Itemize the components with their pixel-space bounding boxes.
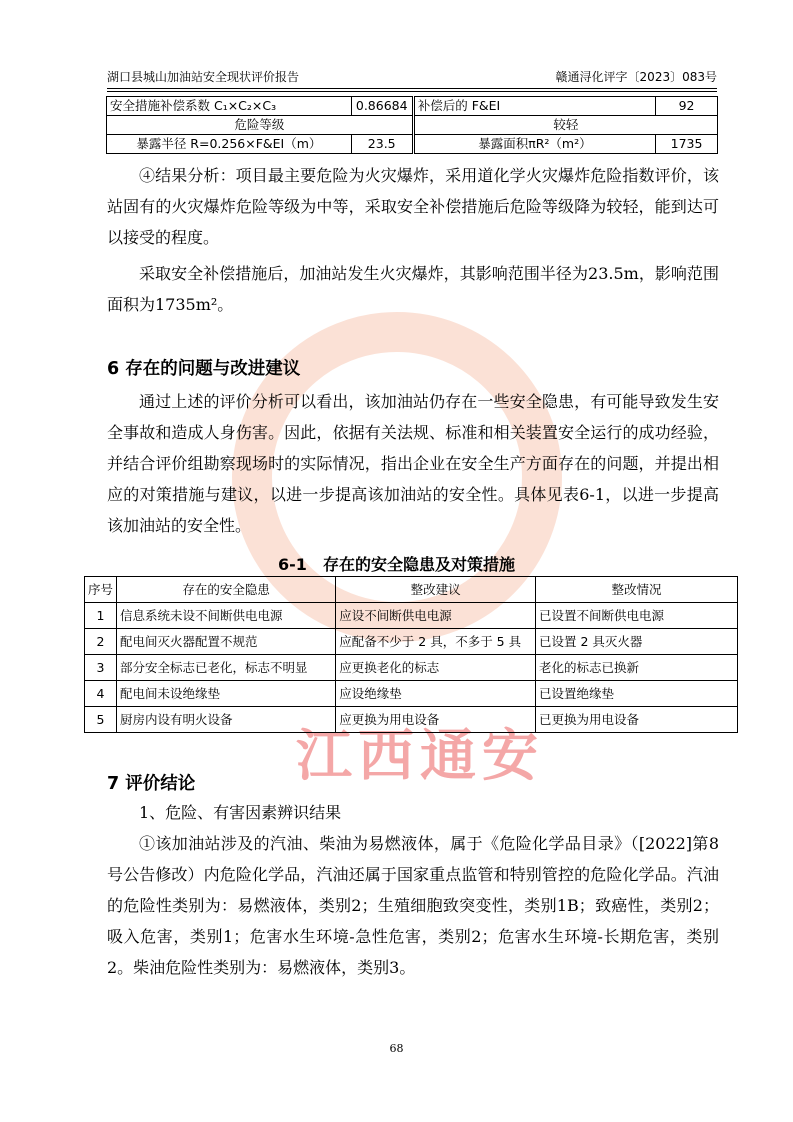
table-cell: 应更换为用电设备 bbox=[336, 707, 536, 733]
table-caption: 6-1 存在的安全隐患及对策措施 bbox=[278, 555, 515, 574]
table-cell: 信息系统未设不间断供电电源 bbox=[117, 603, 336, 629]
table-header-row bbox=[85, 577, 738, 603]
table-cell: 5 bbox=[85, 707, 117, 733]
subheading-identification: 1、危险、有害因素辨识结果 bbox=[139, 803, 342, 822]
table-row bbox=[85, 681, 738, 707]
table-cell: 已设置绝缘垫 bbox=[535, 681, 737, 707]
table-cell: 较轻 bbox=[413, 116, 717, 135]
table-cell: 已设置不间断供电电源 bbox=[535, 603, 737, 629]
table-cell: 1 bbox=[85, 603, 117, 629]
page-header bbox=[107, 68, 717, 89]
table-cell: 配电间未设绝缘垫 bbox=[117, 681, 336, 707]
table-row bbox=[85, 655, 738, 681]
section-heading-6: 6 存在的问题与改进建议 bbox=[107, 359, 301, 379]
watermark-seal-text: 江西通安 bbox=[296, 724, 544, 789]
table-row bbox=[107, 135, 718, 154]
fei-summary-table bbox=[106, 96, 718, 154]
table-cell: 4 bbox=[85, 681, 117, 707]
table-cell: 应设绝缘垫 bbox=[336, 681, 536, 707]
table-cell: 应配备不少于 2 具，不多于 5 具 bbox=[336, 629, 536, 655]
table-cell: 危险等级 bbox=[107, 116, 414, 135]
table-cell: 应更换老化的标志 bbox=[336, 655, 536, 681]
table-row bbox=[85, 629, 738, 655]
header-title: 湖口县城山加油站安全现状评价报告 bbox=[107, 70, 300, 84]
table-row bbox=[85, 603, 738, 629]
table-cell: 配电间灭火器配置不规范 bbox=[117, 629, 336, 655]
table-cell: 已更换为用电设备 bbox=[535, 707, 737, 733]
paragraph-exposure: 采取安全补偿措施后，加油站发生火灾爆炸，其影响范围半径为23.5m，影响范围面积为1735m²。 bbox=[107, 264, 719, 314]
table-cell: 暴露面积πR²（m²） bbox=[413, 135, 655, 154]
paragraph-issues: 通过上述的评价分析可以看出，该加油站仍存在一些安全隐患，有可能导致发生安全事故和造成人身伤害。因此，依据有关法规、标准和相关装置安全运行的成功经验，并结合评价组勘察现场时的实际情况，指出企业在安全生产方面存在的问题，并提出相应的对策措施与建议，以进一步提高该加油站的安全性。具体见表6-1，以进一步提高该加油站的安全性。 bbox=[107, 392, 719, 535]
header-doc-number: 赣通浔化评字〔2023〕083号 bbox=[555, 70, 717, 84]
column-header: 整改情况 bbox=[535, 577, 737, 603]
table-cell: 厨房内设有明火设备 bbox=[117, 707, 336, 733]
table-cell: 23.5 bbox=[351, 135, 413, 154]
table-cell: 暴露半径 R=0.256×F&EI（m） bbox=[107, 135, 352, 154]
issues-table bbox=[84, 576, 738, 733]
table-cell: 部分安全标志已老化，标志不明显 bbox=[117, 655, 336, 681]
table-cell: 老化的标志已换新 bbox=[535, 655, 737, 681]
paragraph-hazard-classes: ①该加油站涉及的汽油、柴油为易燃液体，属于《危险化学品目录》（[2022]第8号公告修改）内危险化学品，汽油还属于国家重点监管和特别管控的危险化学品。汽油的危险性类别为：易燃液体，类别2；生殖细胞致突变性，类别1B；致癌性，类别2；吸入危害，类别1；危害水生环境-急性危害，类别2；危害水生环境-长期危害，类别2。柴油危险性类别为：易燃液体，类别3。 bbox=[107, 834, 719, 977]
table-cell: 安全措施补偿系数 C₁×C₂×C₃ bbox=[107, 97, 352, 116]
table-row bbox=[85, 707, 738, 733]
table-row bbox=[107, 97, 718, 116]
column-header: 存在的安全隐患 bbox=[117, 577, 336, 603]
table-cell: 0.86684 bbox=[351, 97, 413, 116]
table-cell: 1735 bbox=[656, 135, 718, 154]
column-header: 序号 bbox=[85, 577, 117, 603]
table-cell: 92 bbox=[656, 97, 718, 116]
table-cell: 补偿后的 F&EI bbox=[413, 97, 655, 116]
table-cell: 已设置 2 具灭火器 bbox=[535, 629, 737, 655]
section-heading-7: 7 评价结论 bbox=[107, 774, 196, 794]
table-cell: 3 bbox=[85, 655, 117, 681]
page-number: 68 bbox=[389, 1042, 404, 1055]
column-header: 整改建议 bbox=[336, 577, 536, 603]
table-cell: 2 bbox=[85, 629, 117, 655]
paragraph-result-analysis: ④结果分析：项目最主要危险为火灾爆炸，采用道化学火灾爆炸危险指数评价，该站固有的火灾爆炸危险等级为中等，采取安全补偿措施后危险等级降为较轻，能到达可以接受的程度。 bbox=[107, 166, 719, 247]
table-row bbox=[107, 116, 718, 135]
table-cell: 应设不间断供电电源 bbox=[336, 603, 536, 629]
